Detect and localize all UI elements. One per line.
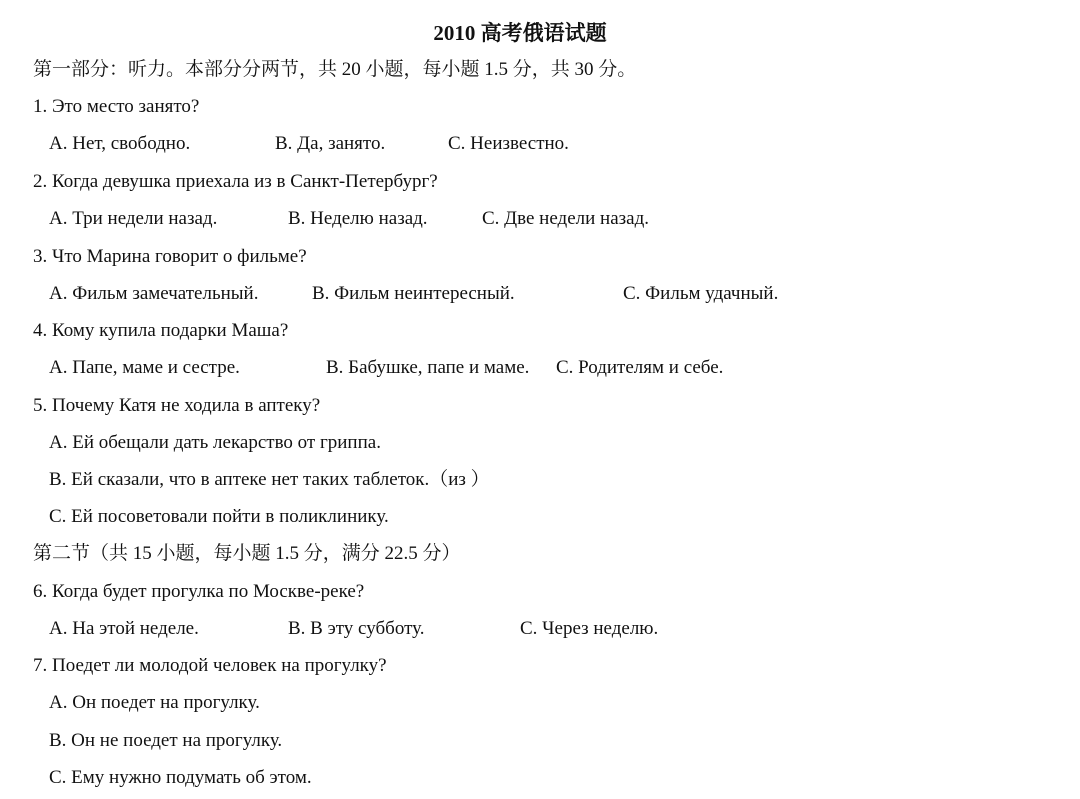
q4-option-c: C. Родителям и себе. [556,357,724,378]
document-title: 2010 高考俄语试题 [433,21,607,45]
q7-option-c: C. Ему нужно подумать об этом. [49,767,312,788]
question-2: 2. Когда девушка приехала из в Санкт-Петербург? [33,171,438,192]
q3-option-b: B. Фильм неинтересный. [312,283,515,304]
q4-option-a: A. Папе, маме и сестре. [49,357,240,378]
question-1: 1. Это место занято? [33,96,200,117]
question-5: 5. Почему Катя не ходила в аптеку? [33,395,321,416]
part1-header: 第一部分：听力。本部分分两节，共 20 小题，每小题 1.5 分，共 30 分。 [33,59,637,80]
q4-option-b: B. Бабушке, папе и маме. [326,357,530,378]
question-7: 7. Поедет ли молодой человек на прогулку? [33,655,387,676]
q1-option-a: A. Нет, свободно. [49,133,191,154]
question-3: 3. Что Марина говорит о фильме? [33,246,307,267]
q2-option-a: A. Три недели назад. [49,208,218,229]
q2-option-c: C. Две недели назад. [482,208,649,229]
q3-option-c: C. Фильм удачный. [623,283,779,304]
question-4: 4. Кому купила подарки Маша? [33,320,289,341]
q7-option-b: B. Он не поедет на прогулку. [49,730,283,751]
q2-option-b: B. Неделю назад. [288,208,428,229]
question-6: 6. Когда будет прогулка по Москве-реке? [33,581,365,602]
q5-option-a: A. Ей обещали дать лекарство от гриппа. [49,432,381,453]
q6-option-c: C. Через неделю. [520,618,659,639]
q5-option-c: C. Ей посоветовали пойти в поликлинику. [49,506,389,527]
q1-option-b: B. Да, занято. [275,133,386,154]
q5-option-b: B. Ей сказали, что в аптеке нет таких таблеток.（из ） [49,469,490,490]
q6-option-a: A. На этой неделе. [49,618,199,639]
q6-option-b: B. В эту субботу. [288,618,425,639]
q3-option-a: A. Фильм замечательный. [49,283,259,304]
section2-header: 第二节（共 15 小题，每小题 1.5 分，满分 22.5 分） [33,543,461,564]
q1-option-c: C. Неизвестно. [448,133,569,154]
q7-option-a: A. Он поедет на прогулку. [49,692,260,713]
